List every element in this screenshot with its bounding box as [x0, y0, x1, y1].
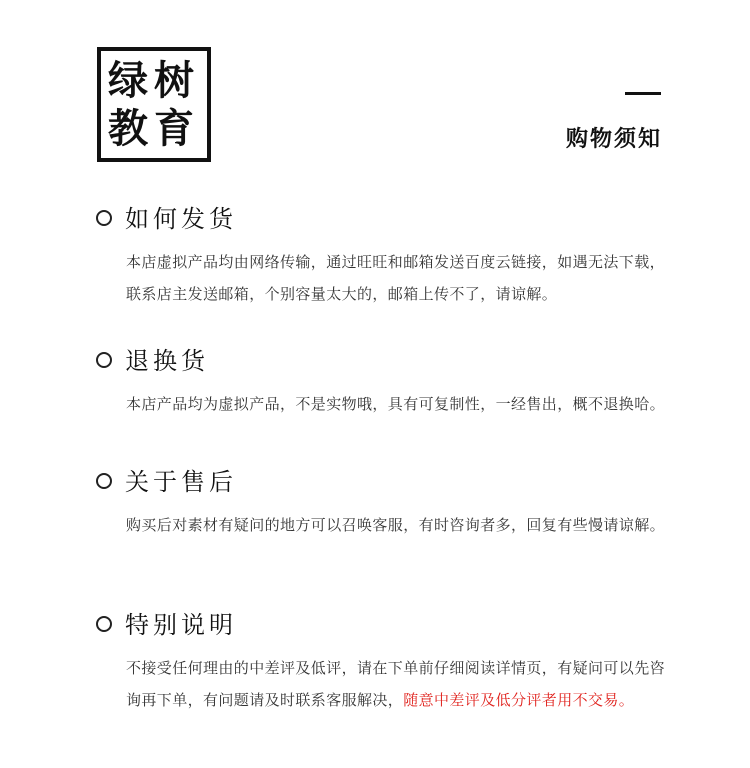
section-after-sales	[96, 467, 690, 541]
section-body	[126, 652, 690, 716]
body-line: 购买后对素材有疑问的地方可以召唤客服，有时咨询者多，回复有些慢请谅解。	[126, 516, 666, 534]
section-returns	[96, 346, 690, 420]
warning-highlight-text: 随意中差评及低分评者用不交易。	[403, 691, 635, 709]
section-header	[96, 467, 690, 499]
body-line: 联系店主发送邮箱，个别容量太大的，邮箱上传不了，请谅解。	[126, 285, 558, 303]
logo-text-line-1: 绿树	[108, 58, 200, 104]
body-line	[126, 684, 690, 716]
circle-bullet-icon	[96, 616, 112, 632]
section-header	[96, 346, 690, 378]
section-body	[126, 246, 690, 310]
section-title: 关于售后	[125, 468, 237, 496]
circle-bullet-icon	[96, 473, 112, 489]
body-text: 询再下单，有问题请及时联系客服解决，	[126, 691, 404, 709]
body-line: 本店产品均为虚拟产品，不是实物哦，具有可复制性，一经售出，概不退换哈。	[126, 395, 666, 413]
section-title: 如何发货	[125, 205, 237, 233]
section-header	[96, 610, 690, 642]
logo-text-line-2: 教育	[108, 106, 200, 152]
section-special-notes	[96, 610, 690, 716]
title-dash-divider	[625, 92, 661, 95]
body-line: 本店虚拟产品均由网络传输，通过旺旺和邮箱发送百度云链接，如遇无法下载，	[126, 253, 666, 271]
section-body	[126, 388, 690, 420]
section-title: 特别说明	[125, 611, 237, 639]
brand-logo	[97, 47, 211, 162]
circle-bullet-icon	[96, 352, 112, 368]
section-header	[96, 204, 690, 236]
page-title: 购物须知	[565, 127, 662, 152]
circle-bullet-icon	[96, 210, 112, 226]
section-shipping	[96, 204, 690, 310]
section-body	[126, 509, 690, 541]
body-line: 不接受任何理由的中差评及低评，请在下单前仔细阅读详情页，有疑问可以先咨	[126, 659, 666, 677]
section-title: 退换货	[125, 347, 209, 375]
